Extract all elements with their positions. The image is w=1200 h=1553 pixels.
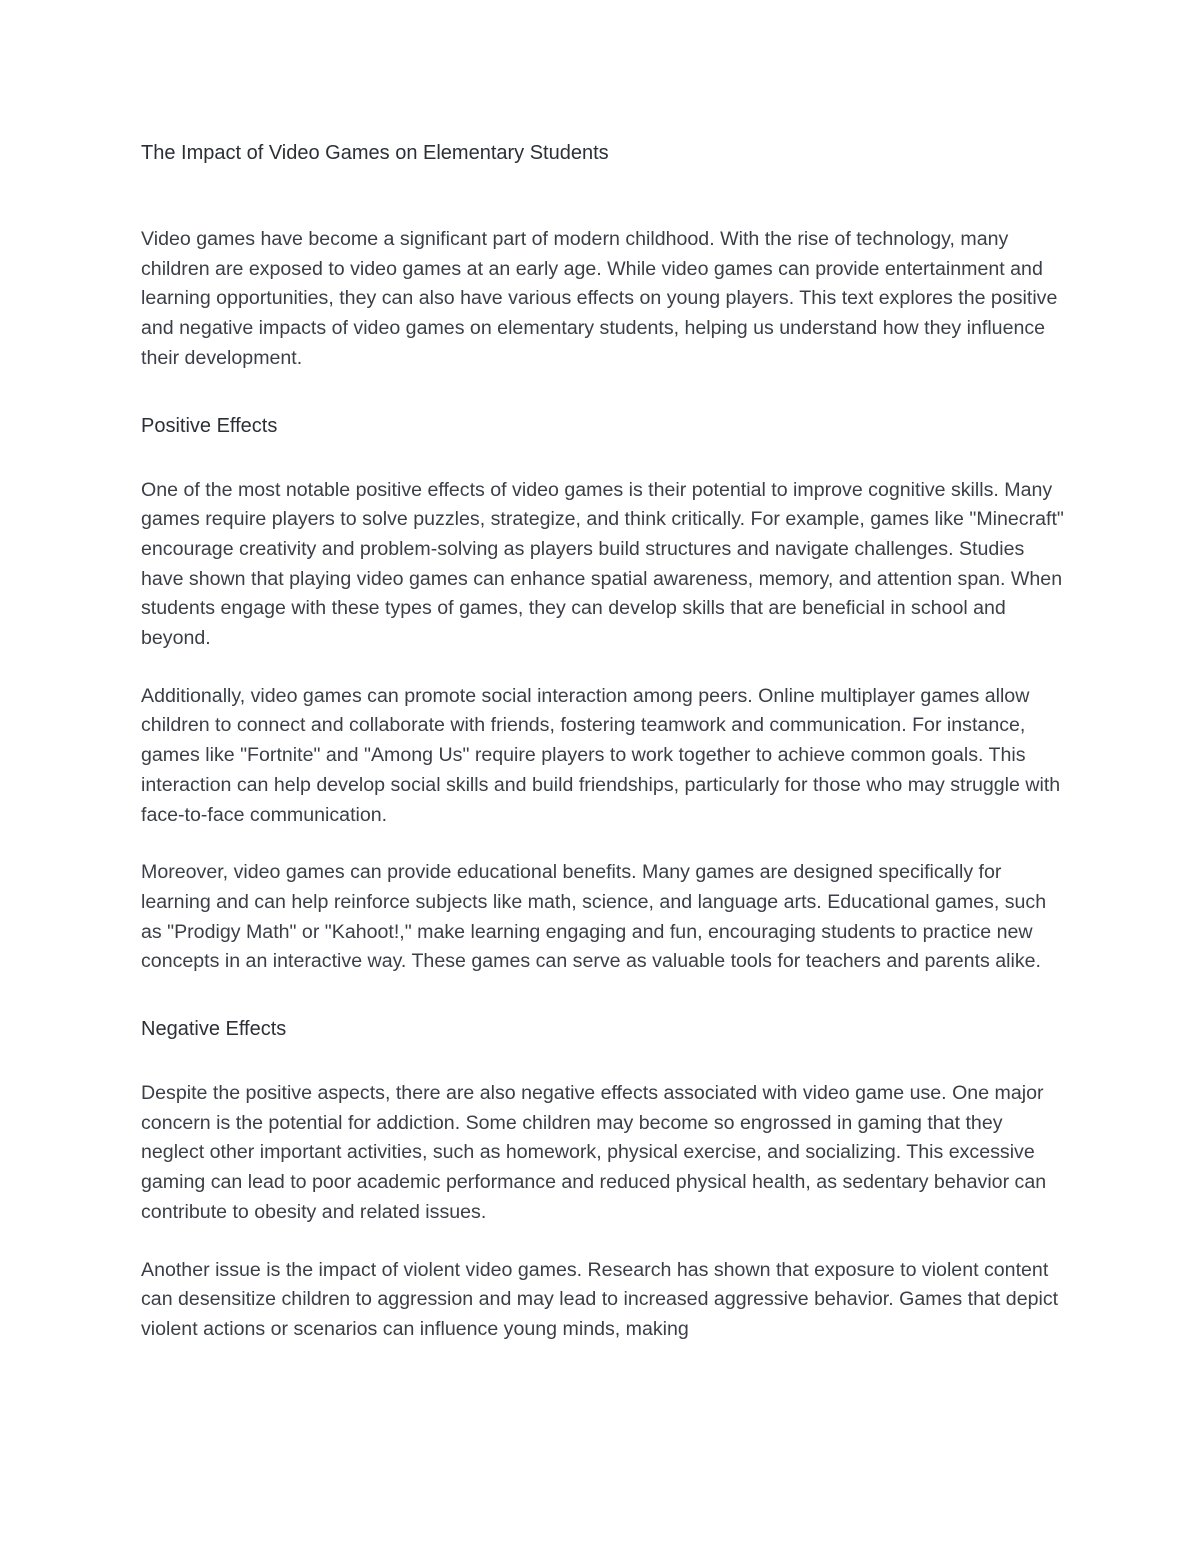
positive-paragraph-social: Additionally, video games can promote social interaction among peers. Online multiplayer games allow children to connect and collaborate with friends, fostering teamwork and communication. For instance, games like "Fortnite" and "Among Us" require players to work together to achieve common goals. This interaction can help develop social skills and build friendships, particularly for those who may struggle with face-to-face communication. bbox=[141, 684, 1061, 826]
negative-effects-heading: Negative Effects bbox=[141, 1018, 287, 1041]
document-page bbox=[141, 137, 1071, 1373]
positive-paragraph-cognitive: One of the most notable positive effects of video games is their potential to improve cognitive skills. Many games require players to solve puzzles, strategize, and think critically. For example, games like "Minecraft" encourage creativity and problem-solving as players build structures and navigate challenges. Studies have shown that playing video games can enhance spatial awareness, memory, and attention span. When students engage with these types of games, they can develop skills that are beneficial in school and beyond. bbox=[141, 478, 1064, 650]
negative-paragraph-addiction: Despite the positive aspects, there are also negative effects associated with video game use. One major concern is the potential for addiction. Some children may become so engrossed in gaming that they neglect other important activities, such as homework, physical exercise, and socializing. This excessive gaming can lead to poor academic performance and reduced physical health, as sedentary behavior can contribute to obesity and related issues. bbox=[141, 1082, 1047, 1223]
intro-paragraph: Video games have become a significant part of modern childhood. With the rise of technology, many children are exposed to video games at an early age. While video games can provide entertainment and learning opportunities, they can also have various effects on young players. This text explores the positive and negative impacts of video games on elementary students, helping us understand how they influence their development. bbox=[141, 228, 1058, 369]
document-title: The Impact of Video Games on Elementary Students bbox=[141, 142, 609, 164]
negative-paragraph-violence: Another issue is the impact of violent video games. Research has shown that exposure to violent content can desensitize children to aggression and may lead to increased aggressive behavior. Games that depict violent actions or scenarios can influence young minds, making bbox=[141, 1258, 1059, 1340]
positive-effects-heading: Positive Effects bbox=[141, 414, 278, 437]
positive-paragraph-educational: Moreover, video games can provide educational benefits. Many games are designed specifically for learning and can help reinforce subjects like math, science, and language arts. Educational games, such as "Prodigy Math" or "Kahoot!," make learning engaging and fun, encouraging students to practice new concepts in an interactive way. These games can serve as valuable tools for teachers and parents alike. bbox=[141, 861, 1047, 973]
